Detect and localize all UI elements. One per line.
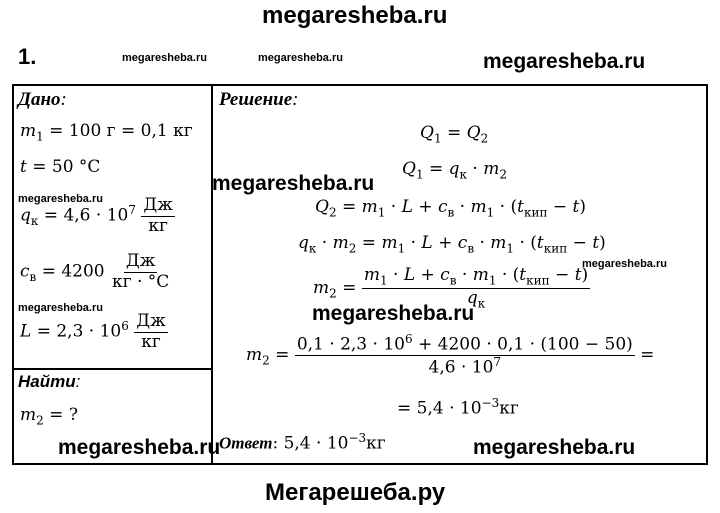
watermark-mid-1: megaresheba.ru [212, 172, 375, 195]
watermark-bottom-left: megaresheba.ru [58, 436, 221, 459]
answer-line: Ответ: $5,4 \cdot 10^{-3}кг$ [219, 431, 386, 454]
watermark-mid-2: megaresheba.ru [312, 302, 475, 325]
table-right-border [706, 84, 708, 465]
eq-balance-expanded: $q_к \cdot m_2 = m_1 \cdot L + c_в \cdot m_1 \cdot (t_{кип} - t)$ [298, 233, 606, 256]
watermark-bottom-right: megaresheba.ru [473, 436, 636, 459]
problem-number: 1. [18, 44, 37, 69]
table-column-divider [211, 84, 213, 465]
watermark-top-right: megaresheba.ru [483, 50, 646, 73]
watermark-small-1: megaresheba.ru [122, 52, 207, 64]
eq-q2: $Q_2 = m_1 \cdot L + c_в \cdot m_1 \cdot (t_{кип} - t)$ [315, 197, 586, 220]
solution-heading: Решение: [219, 89, 299, 110]
eq-q1: $Q_1 = q_к \cdot m_2$ [402, 159, 508, 182]
watermark-top: megaresheba.ru [262, 2, 448, 29]
given-m1: $m_1 = 100$ г = 0,1 кг [20, 121, 193, 144]
eq-m2-formula: $m_2$ = $\frac{m_1 \cdot L + c_в \cdot m_1 \cdot (t_{кип} - t)}{q_к}$ [313, 265, 589, 311]
watermark-small-3: megaresheba.ru [18, 193, 103, 205]
table-top-border [12, 84, 708, 86]
eq-heat-balance: $Q_1 = Q_2$ [420, 123, 489, 146]
table-bottom-border [12, 463, 708, 465]
given-L: $L = 2,3 \cdot 10^6$ $\frac{Дж}{кг}$ [20, 311, 166, 352]
given-heading: Дано: [18, 89, 67, 110]
watermark-small-5: megaresheba.ru [582, 258, 667, 270]
find-m2: $m_2$ = ? [20, 405, 78, 428]
watermark-small-4: megaresheba.ru [18, 302, 103, 314]
given-cv: $c_в = 4200$ $\frac{Дж}{кг \cdot ^\circ С}$ [20, 251, 170, 292]
footer-title: Мегарешеба.ру [265, 479, 446, 506]
given-qk: $q_к = 4,6 \cdot 10^7$ $\frac{Дж}{кг}$ [20, 195, 173, 236]
table-left-border [12, 84, 14, 465]
eq-m2-numeric: $m_2$ = $\frac{0,1 \cdot 2,3 \cdot 10^6 + 4200 \cdot 0,1 \cdot (100 - 50)}{4,6 \cdot 10^7}$ = [246, 332, 655, 378]
given-t: t = 50 °С [20, 157, 101, 177]
eq-m2-result: = $5,4 \cdot 10^{-3}кг$ [397, 396, 519, 419]
find-heading: Найти: [18, 372, 81, 391]
watermark-small-2: megaresheba.ru [258, 52, 343, 64]
given-find-divider [12, 368, 212, 370]
